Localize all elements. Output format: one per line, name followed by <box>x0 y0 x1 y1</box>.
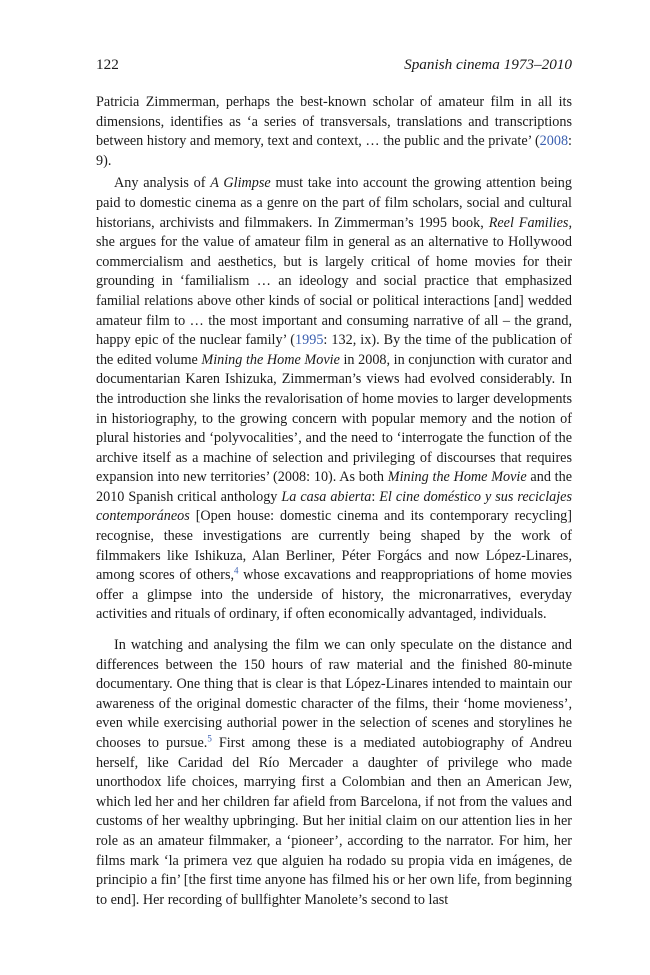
text-run: and the 2010 Spanish critical anthology <box>96 469 572 505</box>
text-run: : <box>371 488 380 505</box>
text-run: Any analysis of <box>114 175 211 192</box>
italic-title: Mining the Home Movie <box>387 469 527 486</box>
footnote-marker[interactable]: 4 <box>234 565 239 576</box>
text-run: : 132, ix). By the time of the publication of the edited volume <box>96 332 572 368</box>
text-run: must take into account the growing attention being paid to domestic cinema as a genre on the part of film scholars, social and cultural historians, archivists and filmmakers. In Zimmerman’s 1995 book, <box>96 175 572 231</box>
text-run: First among these is a mediated autobiography of Andreu herself, like Caridad del Río Mercader a daughter of privilege who made unorthodox life choices, marrying first a Colombian and then an American Jew, which led her and her children far afield from Barcelona, if not from the values and customs of her wealthy upbringing. But her initial claim on our attention lies in her role as an amateur filmmaker, a ‘pioneer’, according to the narrator. For him, her films mark ‘la primera vez que alguien ha rodado su propia vida en imágenes, de principio a fin’ [the first time anyone has filmed his or her own life, from beginning to end]. Her recording of bullfighter Manolete’s second to last <box>96 735 572 908</box>
footnote-marker[interactable]: 5 <box>207 733 212 744</box>
text-run: In watching and analysing the film we can only speculate on the distance and differences between the 150 hours of raw material and the finished 80-minute documentary. One thing that is clear is that López-Linares intended to maintain our awareness of the original domestic character of the films, their ‘home movieness’, even while exercising authorial power in the selection of scenes and storylines he chooses to pursue. <box>96 637 572 751</box>
text-run: in 2008, in conjunction with curator and documentarian Karen Ishizuka, Zimmerman’s views had evolved considerably. In the introduction she links the revalorisation of home movies to larger developments in historiography, to the growing concern with popular memory and the notion of plural histories and ‘polyvocalities’, and the need to ‘interrogate the function of the archive itself as a machine of selection and privileging of discourses that requires expansion into new territories’ (2008: 10). As both <box>96 351 572 486</box>
citation-link[interactable]: 1995 <box>295 332 324 349</box>
text-run: [Open house: domestic cinema and its contemporary recycling] recognise, these investigations are currently being shaped by the work of filmmakers like Ishikuza, Alan Berliner, Péter Forgács and now López-Linares, among scores of others, <box>96 508 572 584</box>
italic-title: Mining the Home Movie <box>201 351 340 368</box>
paragraph-2 <box>96 174 572 625</box>
paragraph-3 <box>96 636 572 910</box>
italic-title: El cine doméstico y sus reciclajes contemporáneos <box>96 488 573 525</box>
italic-title: La casa abierta <box>281 488 372 505</box>
italic-title: Reel Families <box>488 214 569 231</box>
text-run: : 9). <box>96 133 572 169</box>
text-run: whose excavations and reappropriations of home movies offer a glimpse into the underside of history, the micronarratives, everyday activities and rituals of ordinary, if often economically advantaged, individuals. <box>96 567 573 623</box>
italic-title: A Glimpse <box>210 175 271 192</box>
running-header <box>96 54 572 76</box>
text-run: , she argues for the value of amateur film in general as an alternative to Hollywood commercialism and aesthetics, but is largely critical of home movies for their grounding in ‘familialism … an ideology and social practice that emphasized familial relations above other kinds of social or political interactions [and] wedded amateur film to … the most important and consuming narrative of all – the grand, happy epic of the nuclear family’ ( <box>96 214 572 349</box>
body-text <box>96 93 572 910</box>
text-run: Patricia Zimmerman, perhaps the best-known scholar of amateur film in all its dimensions, identifies as ‘a series of transversals, translations and transcriptions between history and memory, text and context, … the public and the private’ ( <box>96 94 572 150</box>
citation-link[interactable]: 2008 <box>539 133 569 150</box>
paragraph-1 <box>96 93 572 171</box>
running-title: Spanish cinema 1973–2010 <box>404 56 572 73</box>
page-number: 122 <box>96 56 119 73</box>
